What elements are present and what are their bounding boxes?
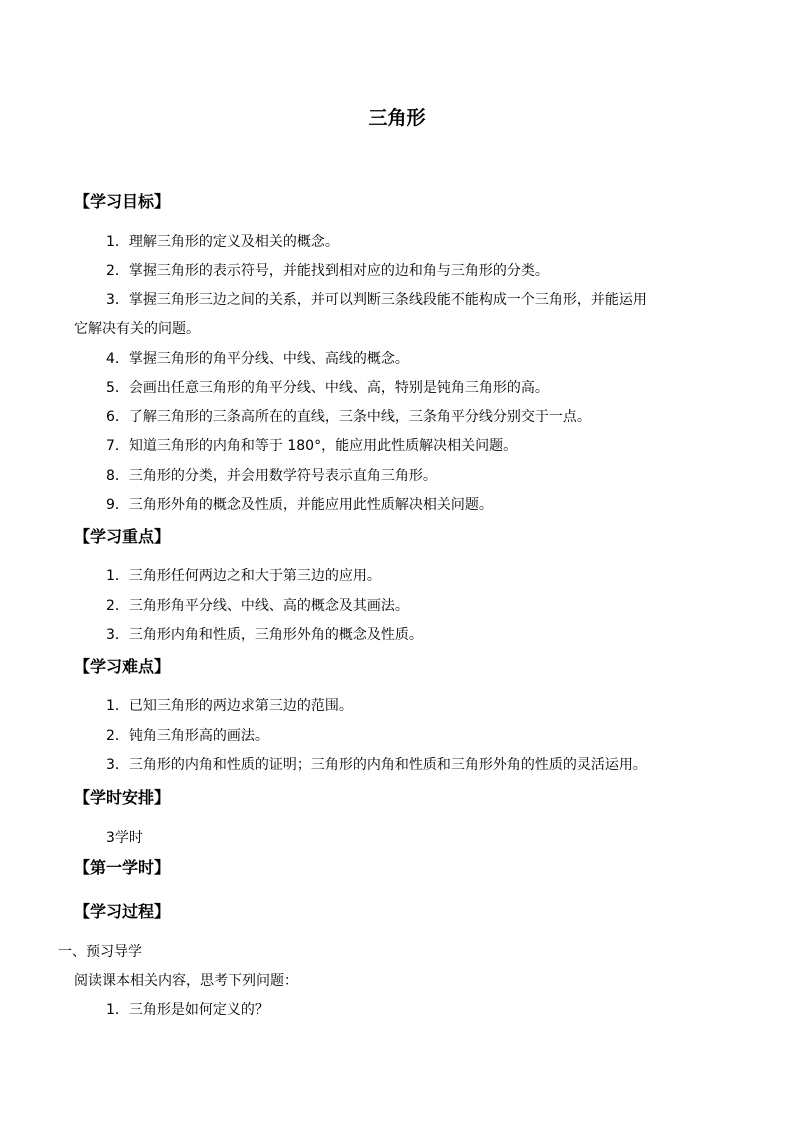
page-title: 三角形	[368, 107, 426, 129]
objectives-heading: 【学习目标】	[74, 192, 171, 211]
process-instruction: 阅读课本相关内容，思考下列问题：	[74, 973, 298, 989]
key-point-item: 2．三角形角平分线、中线、高的概念及其画法。	[106, 598, 409, 614]
objective-item: 1．理解三角形的定义及相关的概念。	[106, 234, 339, 250]
objective-item: 9．三角形外角的概念及性质，并能应用此性质解决相关问题。	[106, 497, 493, 513]
difficulty-item: 3．三角形的内角和性质的证明；三角形的内角和性质和三角形外角的性质的灵活运用。	[106, 757, 647, 773]
difficulties-heading: 【学习难点】	[74, 657, 171, 676]
schedule-text: 3学时	[106, 830, 143, 846]
process-part-title: 一、预习导学	[58, 944, 142, 960]
key-point-item: 1．三角形任何两边之和大于第三边的应用。	[106, 568, 381, 584]
objective-item: 4．掌握三角形的角平分线、中线、高线的概念。	[106, 351, 409, 367]
difficulty-item: 2．钝角三角形高的画法。	[106, 728, 269, 744]
objective-item: 5．会画出任意三角形的角平分线、中线、高，特别是钝角三角形的高。	[106, 380, 549, 396]
objective-item: 6．了解三角形的三条高所在的直线，三条中线，三条角平分线分别交于一点。	[106, 409, 591, 425]
objective-item: 3．掌握三角形三边之间的关系，并可以判断三条线段能不能构成一个三角形，并能运用	[106, 292, 647, 308]
objective-item: 2．掌握三角形的表示符号，并能找到相对应的边和角与三角形的分类。	[106, 263, 549, 279]
process-question: 1．三角形是如何定义的？	[106, 1002, 269, 1018]
first-session-heading: 【第一学时】	[74, 858, 171, 877]
key-points-heading: 【学习重点】	[74, 527, 171, 546]
difficulty-item: 1．已知三角形的两边求第三边的范围。	[106, 698, 353, 714]
key-point-item: 3．三角形内角和性质，三角形外角的概念及性质。	[106, 627, 423, 643]
process-heading: 【学习过程】	[74, 902, 171, 921]
objective-item: 8．三角形的分类，并会用数学符号表示直角三角形。	[106, 468, 437, 484]
objective-item: 7．知道三角形的内角和等于 180°，能应用此性质解决相关问题。	[106, 438, 518, 454]
objective-item-continuation: 它解决有关的问题。	[74, 321, 200, 337]
schedule-heading: 【学时安排】	[74, 788, 171, 807]
